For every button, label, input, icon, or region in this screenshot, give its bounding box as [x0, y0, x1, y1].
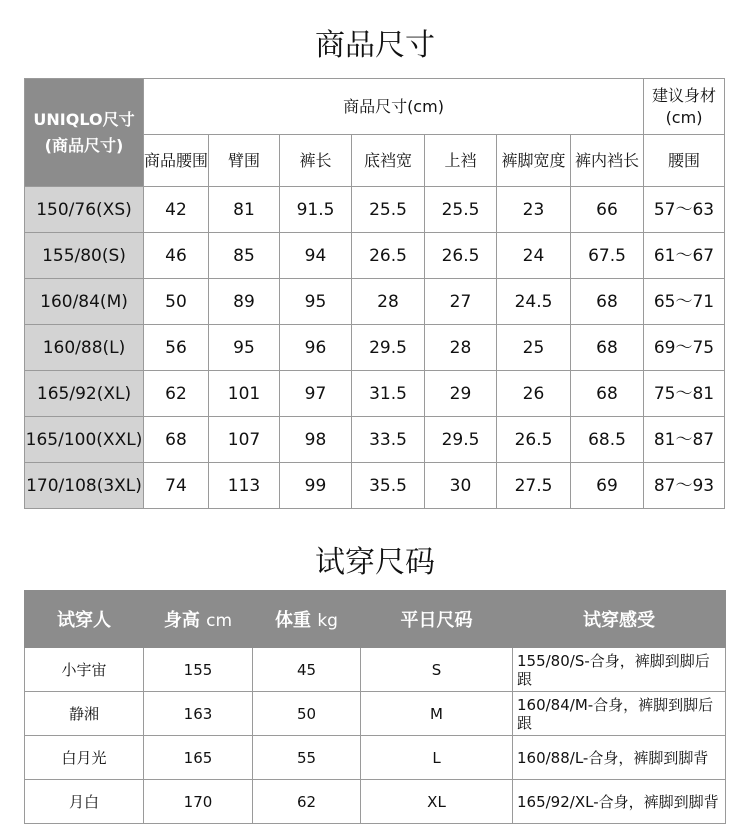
suggest-body-line2: (cm): [665, 107, 703, 127]
size-cell-rise: 26.5: [425, 233, 497, 279]
tryon-cell-person: 白月光: [25, 736, 144, 780]
size-cell-body-waist: 65～71: [644, 279, 725, 325]
size-cell-waist: 68: [144, 417, 209, 463]
size-cell-crotch-width: 28: [352, 279, 425, 325]
tryon-cell-height: 170: [144, 780, 253, 824]
col-header-hem-width: 裤脚宽度: [497, 135, 571, 187]
size-label-cell: 165/92(XL): [25, 371, 144, 417]
tryon-cell-feeling: 155/80/S-合身，裤脚到脚后跟: [513, 648, 726, 692]
tryon-row: [25, 736, 726, 780]
size-cell-length: 99: [280, 463, 352, 509]
size-cell-inseam: 66: [571, 187, 644, 233]
size-cell-rise: 25.5: [425, 187, 497, 233]
size-cell-length: 95: [280, 279, 352, 325]
col-header-rise: 上裆: [425, 135, 497, 187]
size-cell-body-waist: 75～81: [644, 371, 725, 417]
size-label-cell: 170/108(3XL): [25, 463, 144, 509]
size-cell-length: 91.5: [280, 187, 352, 233]
tryon-row: [25, 648, 726, 692]
size-table: [24, 78, 725, 509]
size-cell-rise: 28: [425, 325, 497, 371]
brand-size-line2: (商品尺寸): [44, 135, 124, 155]
col-header-crotch-width: 底裆宽: [352, 135, 425, 187]
size-cell-inseam: 68: [571, 279, 644, 325]
size-cell-arm: 81: [209, 187, 280, 233]
product-size-group-header: 商品尺寸(cm): [144, 79, 644, 135]
tryon-cell-weight: 50: [253, 692, 361, 736]
size-row: [25, 325, 725, 371]
size-cell-waist: 74: [144, 463, 209, 509]
size-cell-length: 94: [280, 233, 352, 279]
tryon-header-feeling: 试穿感受: [513, 591, 726, 648]
size-cell-hem-width: 25: [497, 325, 571, 371]
size-row: [25, 463, 725, 509]
size-label-cell: 160/88(L): [25, 325, 144, 371]
tryon-table: [24, 590, 726, 824]
size-cell-crotch-width: 33.5: [352, 417, 425, 463]
size-cell-arm: 101: [209, 371, 280, 417]
size-cell-body-waist: 87～93: [644, 463, 725, 509]
size-cell-arm: 113: [209, 463, 280, 509]
size-cell-hem-width: 24: [497, 233, 571, 279]
size-cell-body-waist: 57～63: [644, 187, 725, 233]
tryon-header-weight: [253, 591, 361, 648]
size-cell-crotch-width: 29.5: [352, 325, 425, 371]
size-cell-hem-width: 26.5: [497, 417, 571, 463]
tryon-cell-person: 小宇宙: [25, 648, 144, 692]
tryon-header-usual-size: 平日尺码: [361, 591, 513, 648]
height-label: 身高: [163, 610, 200, 631]
size-label-cell: 165/100(XXL): [25, 417, 144, 463]
tryon-cell-weight: 45: [253, 648, 361, 692]
size-cell-waist: 46: [144, 233, 209, 279]
size-cell-waist: 56: [144, 325, 209, 371]
size-cell-hem-width: 26: [497, 371, 571, 417]
suggest-body-header: [644, 79, 725, 135]
col-header-arm: 臂围: [209, 135, 280, 187]
tryon-cell-feeling: 160/84/M-合身，裤脚到脚后跟: [513, 692, 726, 736]
size-row: [25, 279, 725, 325]
height-unit: cm: [206, 611, 233, 631]
size-cell-length: 96: [280, 325, 352, 371]
size-cell-waist: 50: [144, 279, 209, 325]
size-cell-arm: 85: [209, 233, 280, 279]
size-row: [25, 371, 725, 417]
size-cell-inseam: 67.5: [571, 233, 644, 279]
tryon-row: [25, 692, 726, 736]
size-cell-rise: 29.5: [425, 417, 497, 463]
size-cell-inseam: 68: [571, 371, 644, 417]
tryon-cell-feeling: 160/88/L-合身，裤脚到脚背: [513, 736, 726, 780]
tryon-cell-weight: 55: [253, 736, 361, 780]
size-cell-crotch-width: 26.5: [352, 233, 425, 279]
size-cell-inseam: 68: [571, 325, 644, 371]
tryon-cell-size: S: [361, 648, 513, 692]
size-cell-body-waist: 61～67: [644, 233, 725, 279]
brand-size-header: [25, 79, 144, 187]
size-cell-hem-width: 27.5: [497, 463, 571, 509]
size-cell-hem-width: 24.5: [497, 279, 571, 325]
size-label-cell: 160/84(M): [25, 279, 144, 325]
tryon-cell-feeling: 165/92/XL-合身，裤脚到脚背: [513, 780, 726, 824]
tryon-header-height: [144, 591, 253, 648]
size-label-cell: 150/76(XS): [25, 187, 144, 233]
col-header-waist: 商品腰围: [144, 135, 209, 187]
size-label-cell: 155/80(S): [25, 233, 144, 279]
tryon-cell-height: 155: [144, 648, 253, 692]
size-cell-crotch-width: 31.5: [352, 371, 425, 417]
size-row: [25, 233, 725, 279]
weight-label: 体重: [275, 610, 312, 631]
tryon-cell-height: 163: [144, 692, 253, 736]
tryon-header-person: 试穿人: [25, 591, 144, 648]
col-header-length: 裤长: [280, 135, 352, 187]
size-cell-inseam: 68.5: [571, 417, 644, 463]
tryon-cell-weight: 62: [253, 780, 361, 824]
size-cell-length: 98: [280, 417, 352, 463]
size-cell-body-waist: 81～87: [644, 417, 725, 463]
size-cell-rise: 27: [425, 279, 497, 325]
size-cell-crotch-width: 25.5: [352, 187, 425, 233]
size-cell-arm: 107: [209, 417, 280, 463]
size-cell-length: 97: [280, 371, 352, 417]
size-cell-hem-width: 23: [497, 187, 571, 233]
size-row: [25, 417, 725, 463]
col-header-body-waist: 腰围: [644, 135, 725, 187]
size-cell-crotch-width: 35.5: [352, 463, 425, 509]
tryon-section-title: 试穿尺码: [315, 545, 435, 580]
size-row: [25, 187, 725, 233]
size-cell-body-waist: 69～75: [644, 325, 725, 371]
size-cell-rise: 29: [425, 371, 497, 417]
suggest-body-line1: 建议身材: [651, 85, 716, 105]
tryon-cell-person: 月白: [25, 780, 144, 824]
size-cell-arm: 89: [209, 279, 280, 325]
size-cell-rise: 30: [425, 463, 497, 509]
tryon-row: [25, 780, 726, 824]
tryon-cell-person: 静湘: [25, 692, 144, 736]
tryon-cell-size: M: [361, 692, 513, 736]
size-cell-inseam: 69: [571, 463, 644, 509]
size-cell-arm: 95: [209, 325, 280, 371]
tryon-cell-height: 165: [144, 736, 253, 780]
tryon-cell-size: XL: [361, 780, 513, 824]
col-header-inseam: 裤内裆长: [571, 135, 644, 187]
brand-size-line1: UNIQLO尺寸: [33, 109, 135, 129]
tryon-cell-size: L: [361, 736, 513, 780]
size-cell-waist: 62: [144, 371, 209, 417]
weight-unit: kg: [317, 611, 338, 631]
size-section-title: 商品尺寸: [315, 28, 435, 63]
size-cell-waist: 42: [144, 187, 209, 233]
